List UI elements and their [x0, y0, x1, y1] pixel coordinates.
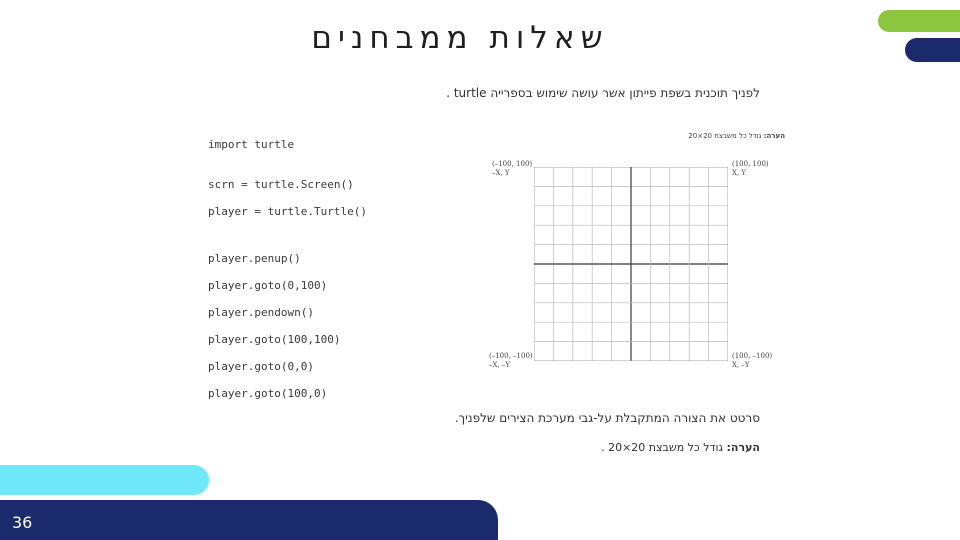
- cyan-accent-bar: [0, 465, 209, 495]
- navy-accent-bar: [905, 38, 960, 62]
- coord-text: (100, 100): [732, 160, 769, 168]
- note-label: הערה:: [763, 132, 785, 140]
- coordinate-grid[interactable]: [534, 167, 728, 365]
- code-line: player.penup(): [208, 252, 301, 265]
- corner-label-bottom-right: [732, 352, 772, 370]
- code-line: player.pendown(): [208, 306, 314, 319]
- green-accent-bar: [878, 10, 960, 32]
- note-text: גודל כל משבצת 20×20 .: [601, 441, 724, 454]
- footer-bar: [0, 500, 498, 540]
- code-line: player.goto(100,0): [208, 387, 328, 400]
- code-line: player = turtle.Turtle(): [208, 205, 367, 218]
- slide-title: שאלות ממבחנים: [311, 20, 609, 56]
- code-line: import turtle: [208, 138, 295, 151]
- code-line: scrn = turtle.Screen(): [208, 178, 354, 191]
- axes-text: –X, Y: [492, 169, 510, 177]
- corner-label-top-right: [732, 160, 769, 178]
- corner-label-top-left: [492, 160, 532, 178]
- note-label: הערה:: [726, 441, 760, 454]
- note-text: גודל כל משבצת 20×20: [688, 132, 762, 140]
- question-instruction: סרטט את הצורה המתקבלת על-גבי מערכת הצירים שלפניך.: [454, 411, 760, 425]
- coord-text: (–100, 100): [492, 160, 533, 168]
- axes-text: –X, –Y: [489, 361, 511, 369]
- question-note-top: [600, 132, 785, 140]
- axes-text: X, Y: [732, 169, 747, 177]
- coord-text: (100, –100): [732, 352, 773, 360]
- question-intro: לפניך תוכנית בשפת פייתון אשר עושה שימוש בספרייה turtle .: [446, 86, 760, 100]
- corner-label-bottom-left: [489, 352, 533, 370]
- grid-svg: [534, 167, 728, 361]
- axes-text: X, –Y: [732, 361, 750, 369]
- coord-text: (–100, –100): [489, 352, 533, 360]
- question-note-bottom: [560, 441, 760, 454]
- code-line: player.goto(100,100): [208, 333, 341, 346]
- code-line: player.goto(0,100): [208, 279, 328, 292]
- code-line: player.goto(0,0): [208, 360, 314, 373]
- slide-number: 36: [12, 513, 33, 532]
